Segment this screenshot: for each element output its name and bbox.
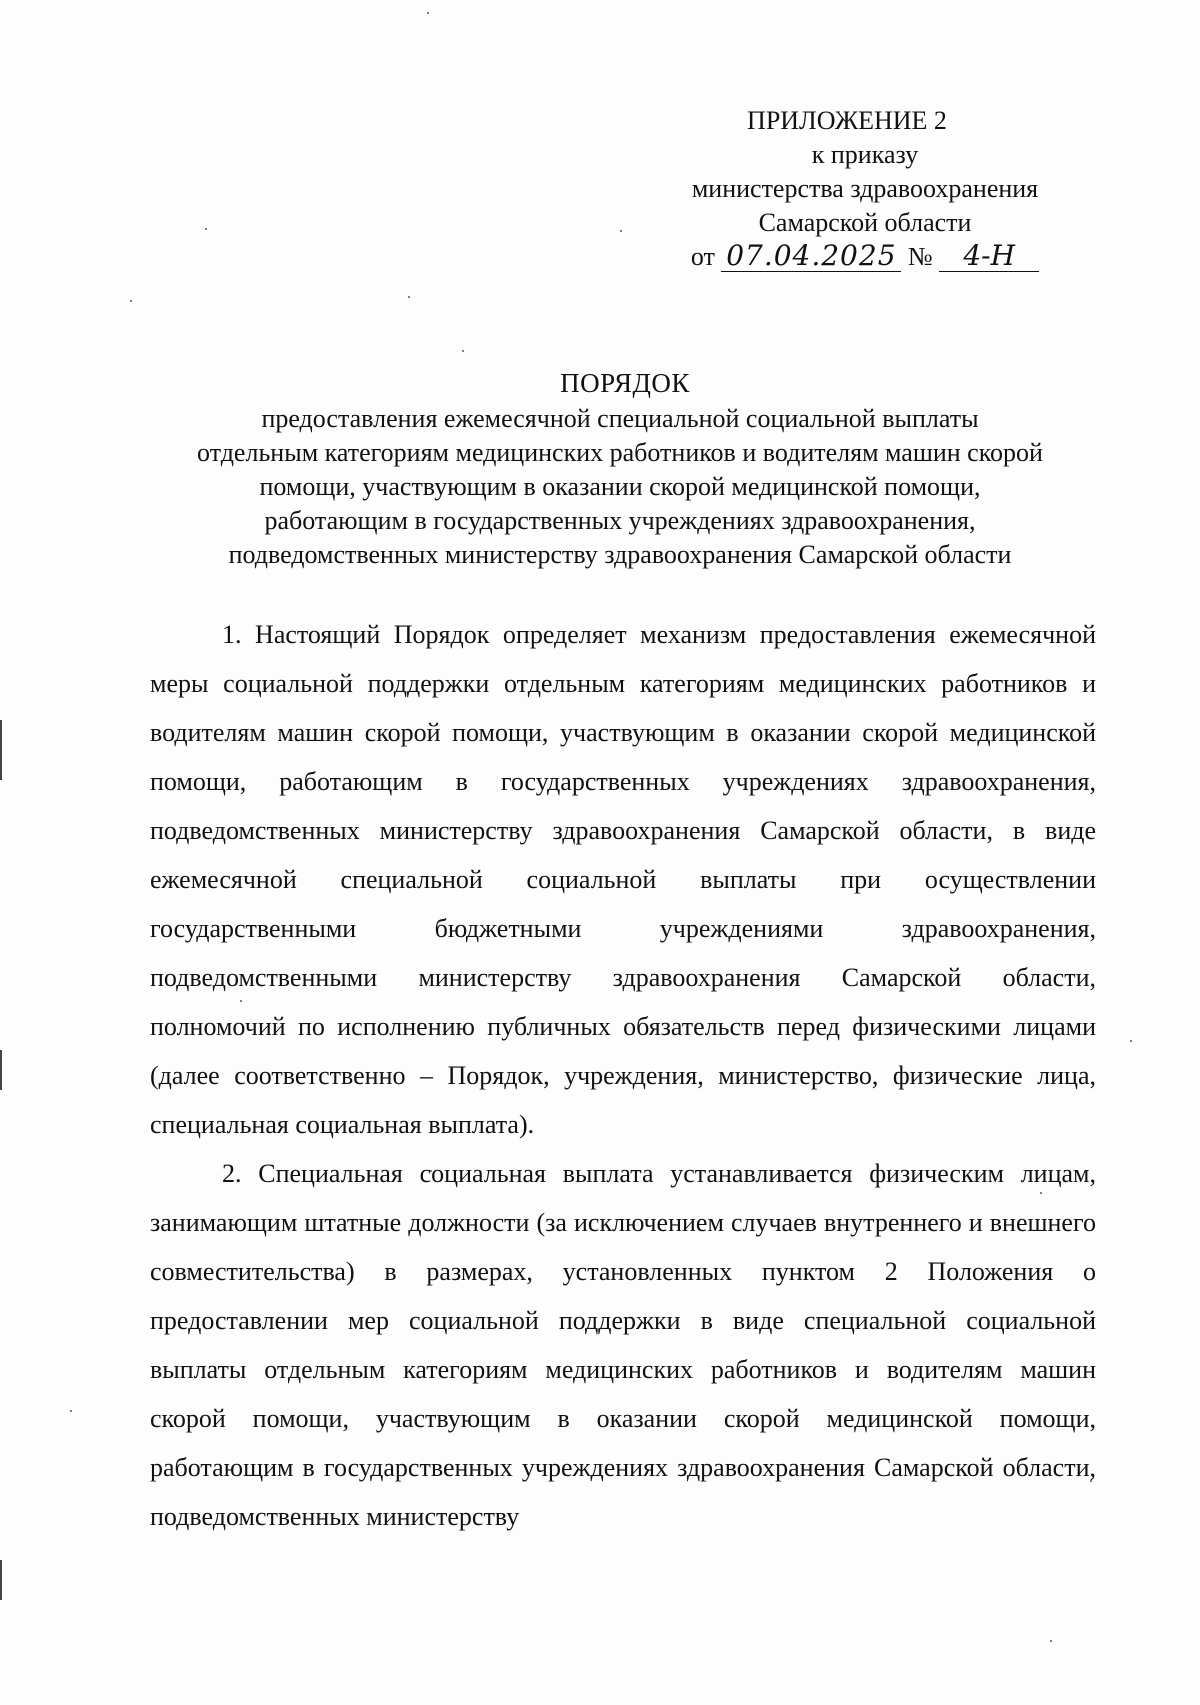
date-prefix: от [690, 242, 715, 271]
scan-speck [130, 300, 132, 302]
document-body [150, 610, 1096, 1541]
scan-edge-mark [0, 720, 2, 780]
appendix-title: ПРИЛОЖЕНИЕ 2 [747, 106, 947, 135]
handwritten-number: 4-Н [939, 241, 1039, 272]
scan-speck [1130, 1040, 1132, 1042]
paragraph-1: 1. Настоящий Порядок определяет механизм предоставления ежемесячной меры социальной поддержки отдельным категориям медицинских работников и водителям машин скорой помощи, участвующим в оказании скорой медицинской помощи, работающим в государственных учреждениях здравоохранения, подведомственных министерству здравоохранения Самарской области, в виде ежемесячной специальной социальной выплаты при осуществлении государственными бюджетными учреждениями здравоохранения, подведомственными министерству здравоохранения Самарской области, полномочий по исполнению публичных обязательств перед физическими лицами (далее соответственно – Порядок, учреждения, министерство, физические лица, специальная социальная выплата). [150, 620, 1096, 1139]
subtitle-line: работающим в государственных учреждениях здравоохранения, [264, 506, 976, 535]
scan-speck [462, 350, 464, 352]
to-order-line: к приказу [811, 140, 919, 169]
scan-speck [70, 1410, 72, 1412]
scan-speck [427, 12, 429, 14]
scan-edge-mark [0, 1560, 2, 1600]
region-line: Самарской области [758, 208, 972, 237]
scan-speck [1050, 1640, 1052, 1642]
subtitle-line: подведомственных министерству здравоохранения Самарской области [228, 540, 1012, 569]
order-date-number-line [691, 240, 1039, 274]
document-title: ПОРЯДОК [560, 368, 690, 398]
scan-edge-mark [0, 1050, 2, 1090]
subtitle-line: отдельным категориям медицинских работников и водителям машин скорой [197, 438, 1043, 467]
document-subtitle [140, 402, 1100, 572]
appendix-header [620, 104, 1110, 274]
subtitle-line: предоставления ежемесячной специальной социальной выплаты [261, 404, 979, 433]
subtitle-line: помощи, участвующим в оказании скорой медицинской помощи, [259, 472, 981, 501]
scan-speck [408, 296, 410, 298]
ministry-line: министерства здравоохранения [691, 174, 1039, 203]
number-prefix: № [907, 242, 933, 271]
handwritten-date: 07.04.2025 [721, 241, 901, 272]
paragraph-2: 2. Специальная социальная выплата устанавливается физическим лицам, занимающим штатные должности (за исключением случаев внутреннего и внешнего совместительства) в размерах, установленных пунктом 2 Положения о предоставлении мер социальной поддержки в виде специальной социальной выплаты отдельным категориям медицинских работников и водителям машин скорой помощи, участвующим в оказании скорой медицинской помощи, работающим в государственных учреждениях здравоохранения Самарской области, подведомственных министерству [150, 1159, 1096, 1531]
scan-speck [205, 228, 207, 230]
